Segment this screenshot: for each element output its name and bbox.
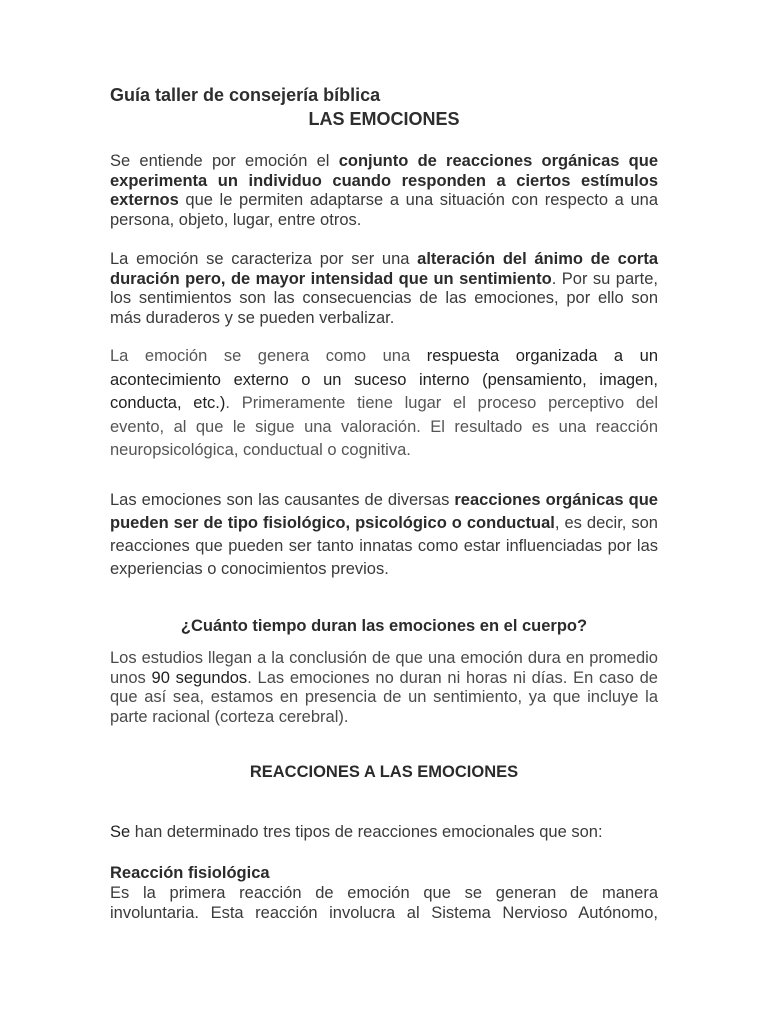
p5-highlight: 90 segundos <box>151 668 248 687</box>
p1-bold: conjunto de reacciones orgánicas que experimenta un individuo cuando responden a ciertos estímulos externos <box>110 152 659 209</box>
p2-text-start: La emoción se caracteriza por ser una <box>110 250 418 268</box>
subheading-physiological: Reacción fisiológica <box>110 864 270 882</box>
section-heading: REACCIONES A LAS EMOCIONES <box>249 763 519 781</box>
paragraph-physiological: Es la primera reacción de emoción que se generan de manera involuntaria. Esta reacción involucra al Sistema Nervioso Autónomo, <box>110 884 658 922</box>
p1-text-start: Se entiende por emoción el <box>110 152 339 170</box>
p1-text-end: que le permiten adaptarse a una situación con respecto a una persona, objeto, lugar, entre otros. <box>110 191 658 229</box>
paragraph-generation <box>110 345 658 463</box>
p4-bold: reacciones orgánicas que pueden ser de tipo fisiológico, psicológico o conductual <box>110 491 658 532</box>
question-heading: ¿Cuánto tiempo duran las emociones en el cuerpo? <box>180 617 588 635</box>
p6-text: han determinado tres tipos de reacciones emocionales que son: <box>130 823 603 841</box>
p2-text-end: . Por su parte, los sentimientos son las consecuencias de las emociones, por ello son más duraderos y se pueden verbalizar. <box>110 269 658 327</box>
p5-text-start: Los estudios llegan a la conclusión de que una emoción dura en promedio unos <box>110 649 658 687</box>
p3-dark: respuesta organizada a un acontecimiento externo o un suceso interno (pensamiento, imagen, conducta, etc.) <box>110 347 659 412</box>
paragraph-causes <box>110 489 658 581</box>
document-title: Guía taller de consejería bíblica <box>110 85 381 105</box>
paragraph-types-intro <box>110 823 658 843</box>
p5-text-end: . Las emociones no duran ni horas ni días. En caso de que así sea, estamos en presencia de un sentimiento, ya que incluye la parte racional (corteza cerebral). <box>110 668 658 726</box>
p3-text-end: . Primeramente tiene lugar el proceso perceptivo del evento, al que le sigue una valoración. El resultado es una reacción neuropsicológica, conductual o cognitiva. <box>110 394 658 459</box>
p2-bold: alteración del ánimo de corta duración pero, de mayor intensidad que un sentimiento <box>110 250 658 288</box>
p4-text-start: Las emociones son las causantes de diversas <box>110 491 455 509</box>
paragraph-definition <box>110 152 658 230</box>
p6-start: Se <box>110 823 131 841</box>
document-subtitle: LAS EMOCIONES <box>308 109 460 129</box>
paragraph-duration <box>110 649 658 727</box>
p4-text-end: , es decir, son reacciones que pueden ser tanto innatas como estar influenciadas por las experiencias o conocimientos previos. <box>110 514 658 578</box>
p3-text-start: La emoción se genera como una <box>110 347 427 365</box>
paragraph-characteristics <box>110 250 658 328</box>
